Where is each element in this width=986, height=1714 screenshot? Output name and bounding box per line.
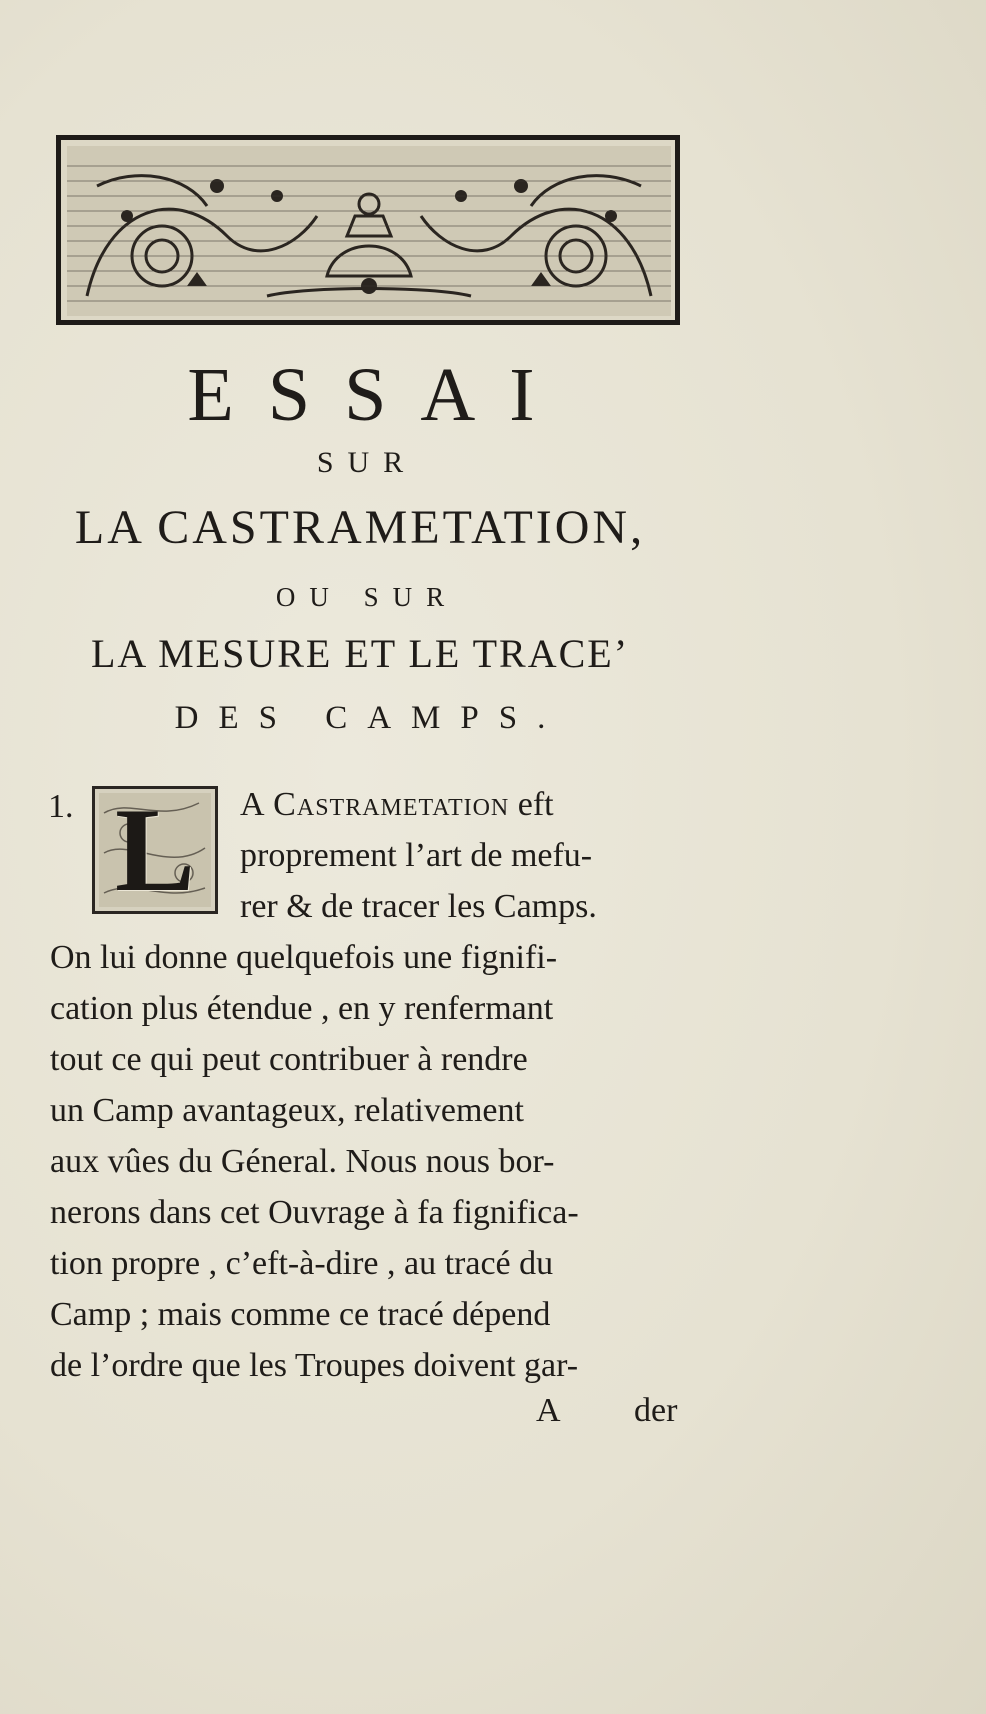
text-line-6: tout ce qui peut contribuer à rendre: [50, 1041, 528, 1078]
text-line-11: Camp ; mais comme ce tracé dépend: [50, 1296, 551, 1333]
title-ou-sur: OU SUR: [275, 582, 459, 612]
text-line-7: un Camp avantageux, relativement: [50, 1092, 524, 1129]
text-line-5: cation plus étendue , en y renfermant: [50, 990, 554, 1027]
dropcap-box: [92, 783, 218, 916]
title-essai: ESSAI: [187, 353, 569, 437]
vase-foliage-ornament-icon: [67, 146, 671, 316]
text-line-1: [240, 786, 692, 824]
title-subject: LA CASTRAMETATION,: [74, 501, 646, 554]
signature-mark: A: [536, 1392, 561, 1429]
dropcap-letter: L: [114, 783, 196, 916]
text-line-3: rer & de tracer les Camps.: [240, 888, 597, 925]
text-line-9: nerons dans cet Ouvrage à fa fignifica-: [50, 1194, 579, 1231]
title-des-camps: DES CAMPS.: [174, 700, 566, 736]
text-line-8: aux vûes du Géneral. Nous nous bor-: [50, 1143, 555, 1180]
catchword: der: [634, 1392, 678, 1429]
text-line-12: de l’ordre que les Troupes doivent gar-: [50, 1347, 579, 1384]
paragraph-number: 1.: [48, 788, 74, 825]
line-1-end: eft: [509, 786, 554, 823]
text-line-2: proprement l’art de mefu-: [240, 837, 593, 874]
text-line-10: tion propre , c’eft-à-dire , au tracé du: [50, 1245, 554, 1282]
title-sur: SUR: [316, 446, 418, 479]
ornamental-headpiece: [56, 135, 680, 325]
text-line-4: On lui donne quelquefois une fignifi-: [50, 939, 558, 976]
title-subtitle: LA MESURE ET LE TRACE’: [90, 631, 630, 676]
opening-words: A Castrametation: [240, 786, 510, 823]
